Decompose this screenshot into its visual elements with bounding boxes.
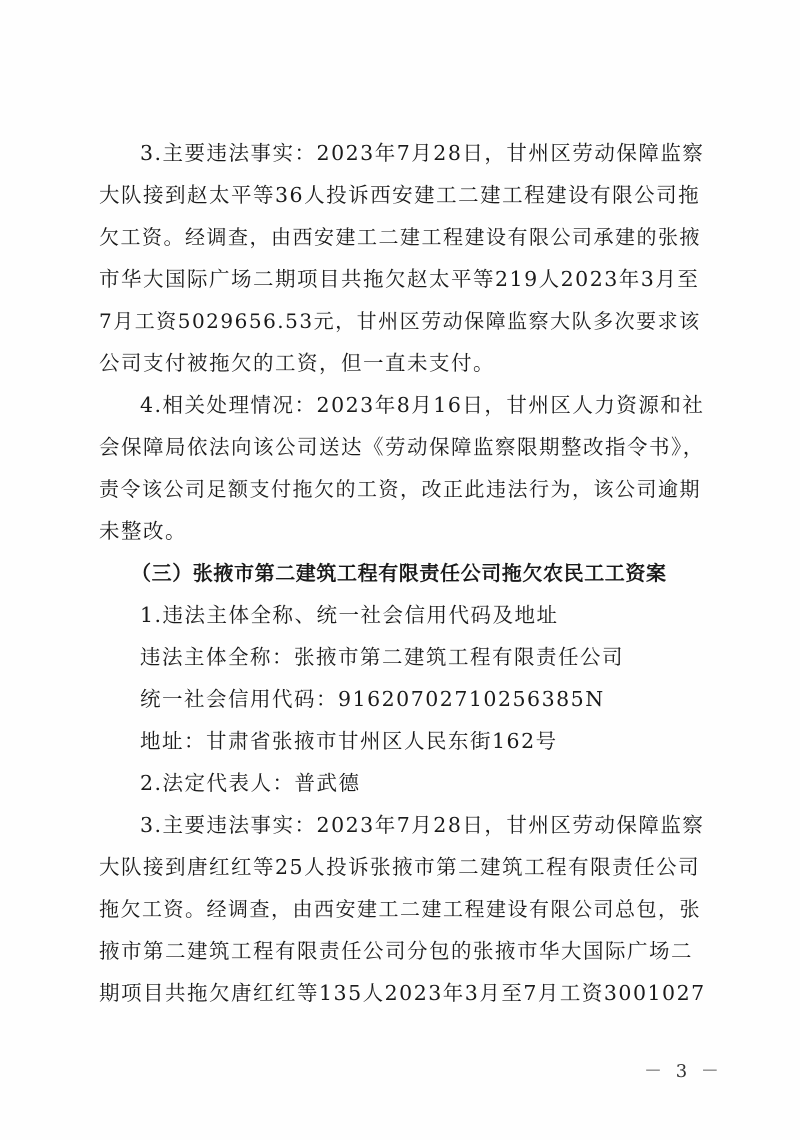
text-line: 1.违法主体全称、统一社会信用代码及地址 bbox=[140, 603, 559, 627]
text-line: 3.主要违法事实：2023年7月28日，甘州区劳动保障监察 bbox=[140, 813, 705, 837]
text-line: 统一社会信用代码：91620702710256385N bbox=[140, 687, 605, 711]
section-heading-case-3 bbox=[99, 552, 711, 594]
page-number: － 3 － bbox=[644, 1061, 723, 1082]
text-line: 欠工资。经调查，由西安建工二建工程建设有限公司承建的张掖 bbox=[99, 225, 701, 249]
text-line: 拖欠工资。经调查，由西安建工二建工程建设有限公司总包，张 bbox=[99, 897, 701, 921]
text-line: 3.主要违法事实：2023年7月28日，甘州区劳动保障监察 bbox=[140, 141, 705, 165]
text-line: 地址：甘肃省张掖市甘州区人民东街162号 bbox=[140, 729, 558, 753]
document-body bbox=[99, 132, 711, 1014]
text-line: 公司支付被拖欠的工资，但一直未支付。 bbox=[99, 351, 495, 375]
paragraph-entity-info-title bbox=[99, 594, 711, 636]
text-line: 违法主体全称：张掖市第二建筑工程有限责任公司 bbox=[140, 645, 624, 669]
paragraph-violation-facts-2 bbox=[99, 804, 711, 1014]
text-line: 4.相关处理情况：2023年8月16日，甘州区人力资源和社 bbox=[140, 393, 705, 417]
section-heading: （三）张掖市第二建筑工程有限责任公司拖欠农民工工资案 bbox=[131, 561, 667, 585]
text-line: 掖市第二建筑工程有限责任公司分包的张掖市华大国际广场二 bbox=[99, 939, 693, 963]
paragraph-entity-name bbox=[99, 636, 711, 678]
text-line: 责令该公司足额支付拖欠的工资，改正此违法行为，该公司逾期 bbox=[99, 477, 701, 501]
text-line: 会保障局依法向该公司送达《劳动保障监察限期整改指令书》， bbox=[99, 435, 705, 459]
paragraph-legal-representative bbox=[99, 762, 711, 804]
paragraph-violation-facts-1 bbox=[99, 132, 711, 384]
text-line: 7月工资5029656.53元，甘州区劳动保障监察大队多次要求该 bbox=[99, 309, 701, 333]
paragraph-credit-code bbox=[99, 678, 711, 720]
text-line: 市华大国际广场二期项目共拖欠赵太平等219人2023年3月至 bbox=[99, 267, 700, 291]
text-line: 2.法定代表人：普武德 bbox=[140, 771, 361, 795]
text-line: 期项目共拖欠唐红红等135人2023年3月至7月工资3001027 bbox=[99, 981, 706, 1005]
text-line: 未整改。 bbox=[99, 519, 187, 543]
text-line: 大队接到唐红红等25人投诉张掖市第二建筑工程有限责任公司 bbox=[99, 855, 701, 879]
paragraph-handling-status bbox=[99, 384, 711, 552]
paragraph-address bbox=[99, 720, 711, 762]
text-line: 大队接到赵太平等36人投诉西安建工二建工程建设有限公司拖 bbox=[99, 183, 701, 207]
